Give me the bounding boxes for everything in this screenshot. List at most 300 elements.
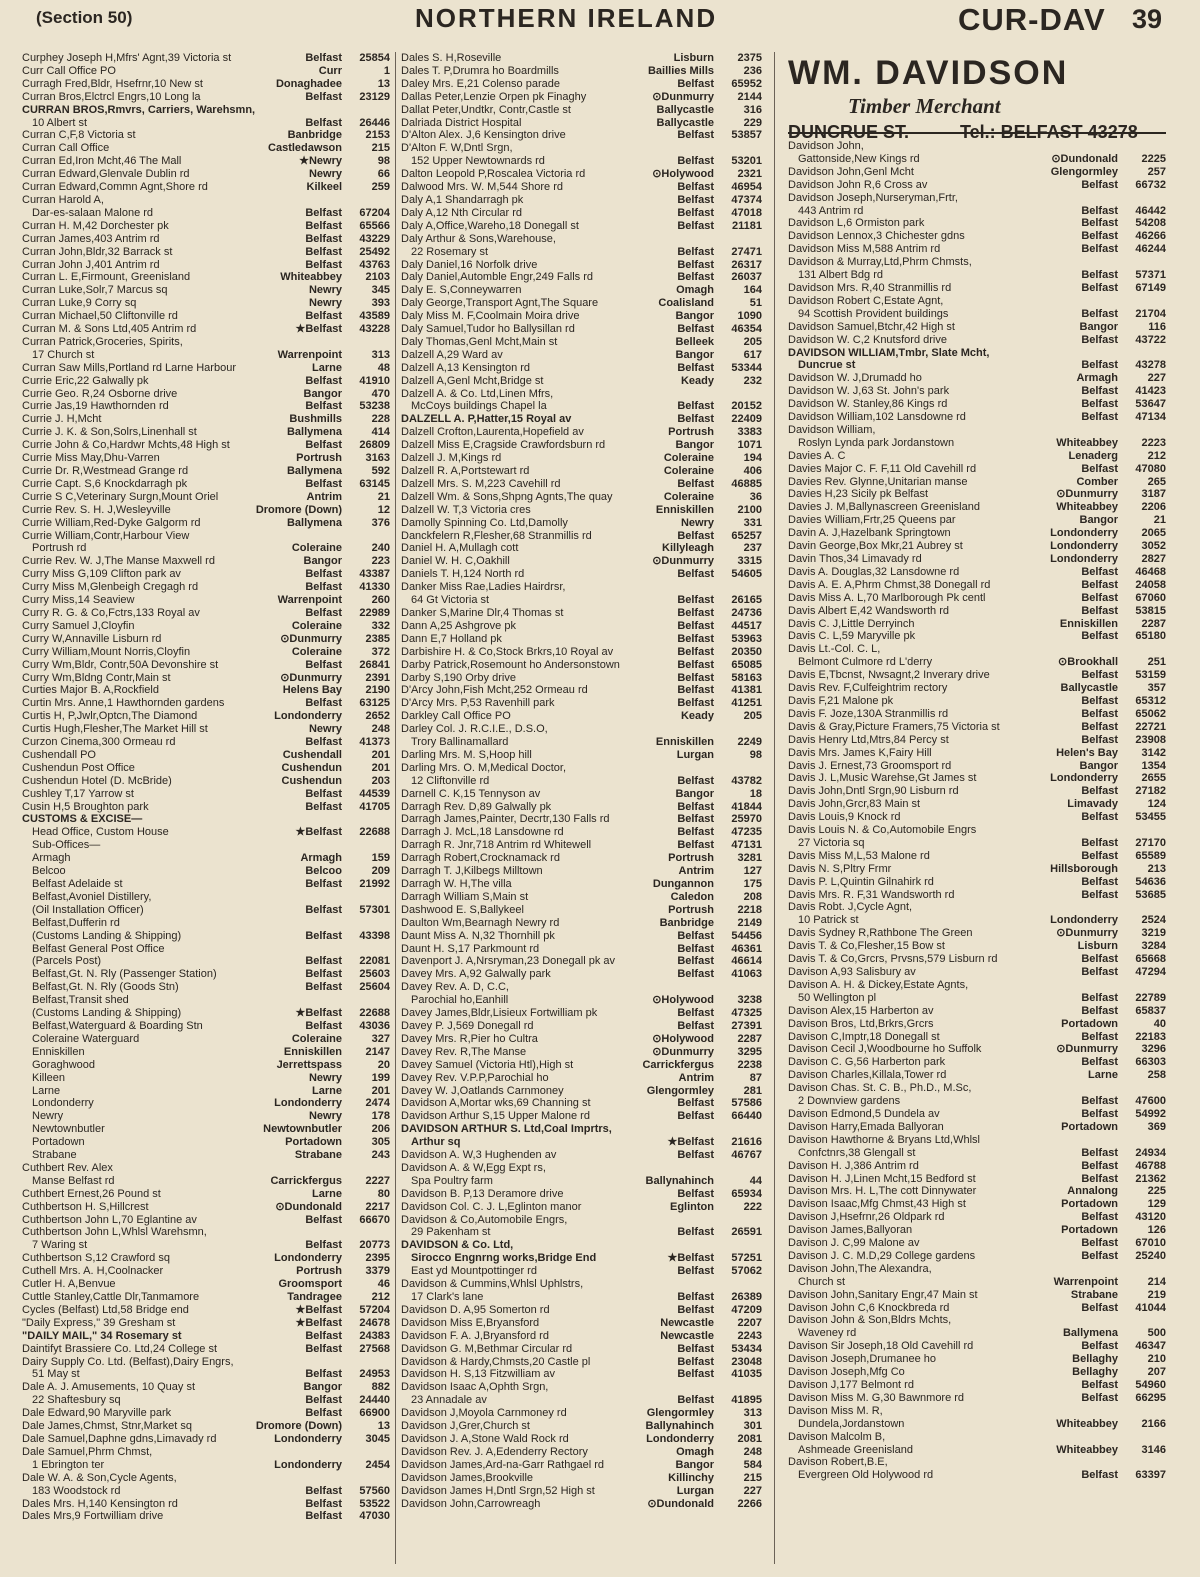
entry-town: Carrickfergus (642, 1058, 714, 1071)
entry-name: D'Arcy Mrs. P,53 Ravenhill park (401, 697, 555, 710)
entry-town: Belfast (305, 206, 342, 219)
directory-entry (788, 514, 1166, 527)
directory-entry (22, 1226, 390, 1239)
entry-phone: 18 (749, 787, 762, 800)
entry-name: Darkley Call Office PO (401, 710, 511, 723)
entry-name: Belfast Adelaide st (32, 878, 123, 890)
entry-town: Belfast (305, 1213, 342, 1226)
entry-name: "DAILY MAIL," 34 Rosemary st (22, 1329, 182, 1342)
directory-entry (401, 1059, 762, 1072)
entry-name: Curran John,Bldr,32 Barrack st (22, 245, 173, 258)
entry-town: Keady (680, 374, 714, 387)
entry-phone: 159 (371, 852, 390, 865)
directory-entry (788, 153, 1166, 166)
directory-entry (401, 52, 762, 65)
entry-town: Ballynahinch (645, 1174, 714, 1187)
entry-phone: 3142 (1141, 746, 1166, 759)
entry-town: Belfast (305, 903, 342, 916)
directory-entry (22, 233, 390, 246)
entry-town: Belfast (1081, 1107, 1118, 1120)
entry-name: Cuthbertson John L,70 Eglantine av (22, 1213, 197, 1226)
directory-entry (401, 1162, 762, 1175)
entry-town: Kilkeel (306, 181, 342, 194)
entry-phone: 43763 (359, 258, 390, 271)
directory-entry (401, 762, 762, 775)
directory-entry (401, 1201, 762, 1214)
entry-phone: 1354 (1141, 759, 1166, 772)
entry-phone: 223 (371, 555, 390, 568)
directory-entry (788, 1224, 1166, 1237)
entry-name: Davidson W. Stanley,86 Kings rd (788, 398, 948, 411)
entry-name: Davidson & Hardy,Chmsts,20 Castle pl (401, 1355, 591, 1368)
entry-name: Dalzell Mrs. S. M,223 Cavehill rd (401, 477, 561, 490)
entry-phone: 1090 (737, 310, 762, 323)
directory-entry (788, 889, 1166, 902)
entry-name: Danker Miss Rae,Ladies Hairdrsr, (401, 581, 566, 594)
entry-phone: 13 (377, 1420, 390, 1433)
directory-entry (788, 721, 1166, 734)
entry-phone: 2065 (1141, 527, 1166, 540)
entry-town: Coalisland (658, 297, 714, 310)
entry-phone: 53685 (1135, 888, 1166, 901)
entry-name: Dann E,7 Holland pk (401, 632, 502, 645)
directory-entry (22, 955, 390, 968)
directory-entry (788, 1147, 1166, 1160)
directory-entry (788, 1134, 1166, 1147)
directory-entry (22, 1407, 390, 1420)
entry-phone: 47600 (1135, 1095, 1166, 1108)
entry-phone: 53238 (359, 400, 390, 413)
entry-name: Davey James,Bldr,Lisieux Fortwilliam pk (401, 1007, 598, 1020)
entry-name: 27 Victoria sq (798, 836, 865, 849)
entry-name: 131 Albert Bdg rd (798, 269, 884, 282)
entry-town: Belfast (1081, 1056, 1118, 1069)
entry-name: Cushendall PO (22, 748, 96, 761)
entry-phone: 3284 (1141, 940, 1166, 953)
directory-entry (788, 824, 1166, 837)
entry-phone: 46244 (1135, 243, 1166, 256)
entry-phone: 265 (1147, 475, 1166, 488)
entry-name: Dalzell A,13 Kensington rd (401, 361, 531, 374)
entry-town: Ballymena (1062, 1327, 1118, 1340)
entry-name: 7 Waring st (32, 1239, 88, 1252)
directory-entry (401, 117, 762, 130)
entry-town: Londonderry (274, 1252, 342, 1265)
directory-entry (788, 463, 1166, 476)
entry-town: Belfast (677, 1019, 714, 1032)
entry-name: 17 Church st (32, 348, 95, 361)
entry-phone: 116 (1148, 320, 1166, 333)
entry-phone: 58163 (731, 671, 762, 684)
entry-name: Davison Hawthorne & Bryans Ltd,Whlsl (788, 1133, 980, 1146)
entry-town: ⊙Dunmurry (1056, 488, 1118, 501)
directory-entry (22, 1175, 390, 1188)
entry-phone: 57586 (731, 1097, 762, 1110)
directory-entry (22, 1394, 390, 1407)
entry-town: Whiteabbey (280, 271, 342, 284)
entry-name: Davidson Col. C. J. L,Eglinton manor (401, 1200, 582, 1213)
entry-phone: 257 (1147, 165, 1166, 178)
directory-entry (401, 530, 762, 543)
entry-phone: 2217 (365, 1200, 390, 1213)
entry-town: Belfast (677, 839, 714, 852)
entry-phone: 65062 (1135, 707, 1166, 720)
entry-town: Hillsborough (1050, 862, 1118, 875)
directory-entry (788, 630, 1166, 643)
entry-name: Daly Arthur & Sons,Warehouse, (401, 232, 556, 245)
directory-entry (401, 194, 762, 207)
entry-town: Belfast (1081, 217, 1118, 230)
entry-name: Cuthbertson John L,Whlsl Warehsmn, (22, 1226, 207, 1239)
directory-entry (788, 1405, 1166, 1418)
entry-name: Davey Mrs. A,92 Galwally park (401, 968, 551, 981)
entry-town: Belfast (305, 477, 342, 490)
directory-entry (401, 568, 762, 581)
entry-town: Belfast (1081, 720, 1118, 733)
directory-entry (401, 439, 762, 452)
entry-name: Darragh T. J,Kilbegs Milltown (401, 865, 543, 878)
entry-phone: 2238 (737, 1058, 762, 1071)
directory-entry (401, 310, 762, 323)
entry-name: Davis J. Ernest,73 Groomsport rd (788, 759, 952, 772)
entry-phone: 43229 (359, 232, 390, 245)
entry-phone: 41035 (731, 1368, 762, 1381)
entry-name: Currie Rev. W. J,The Manse Maxwell rd (22, 555, 215, 568)
entry-phone: 47080 (1135, 462, 1166, 475)
entry-town: Bangor (675, 348, 714, 361)
directory-entry (401, 91, 762, 104)
entry-name: Davison H. J,386 Antrim rd (788, 1159, 919, 1172)
entry-phone: 260 (371, 594, 390, 607)
directory-entry (22, 259, 390, 272)
entry-name: Currie S C,Veterinary Surgn,Mount Oriel (22, 490, 219, 503)
entry-town: Belfast (1081, 1301, 1118, 1314)
directory-entry (22, 349, 390, 362)
entry-town: Belfast (677, 529, 714, 542)
advert-telephone: Tel.: BELFAST 43278 (960, 122, 1138, 142)
directory-entry (788, 1031, 1166, 1044)
entry-phone: 21362 (1135, 1172, 1166, 1185)
entry-town: Belfast (1081, 359, 1118, 372)
directory-entry (788, 876, 1166, 889)
directory-entry (788, 476, 1166, 489)
entry-phone: 43589 (359, 310, 390, 323)
entry-name: Davis E,Tbcnst, Nwsagnt,2 Inverary drive (788, 669, 990, 682)
entry-name: Curry W,Annaville Lisburn rd (22, 632, 162, 645)
entry-town: Belfast (1081, 836, 1118, 849)
entry-phone: 22721 (1135, 720, 1166, 733)
entry-town: ⊙Dunmurry (652, 555, 714, 568)
directory-entry (401, 168, 762, 181)
entry-name: Curry Miss M,Glenbeigh Cregagh rd (22, 581, 199, 594)
directory-entry (401, 994, 762, 1007)
entry-name: Davis John,Grcr,83 Main st (788, 798, 921, 811)
entry-name: Davenport J. A,Nrsryman,23 Donegall pk av (401, 955, 615, 968)
entry-name: Davies J. M,Ballynascreen Greenisland (788, 501, 980, 514)
directory-entry (401, 1046, 762, 1059)
entry-name: Dalton Leopold P,Roscalea Victoria rd (401, 168, 586, 181)
entry-town: ★Belfast (295, 826, 342, 839)
entry-phone: 882 (371, 1381, 390, 1394)
entry-phone: 48 (377, 361, 390, 374)
entry-phone: 237 (743, 542, 762, 555)
entry-phone: 21 (377, 490, 390, 503)
directory-entry (22, 181, 390, 194)
entry-phone: 46885 (731, 477, 762, 490)
directory-entry (788, 708, 1166, 721)
directory-entry (401, 891, 762, 904)
entry-name: Cuthbertson H. S,Hillcrest (22, 1200, 149, 1213)
directory-entry (401, 581, 762, 594)
entry-name: Davis Louis,9 Knock rd (788, 811, 901, 824)
entry-town: Londonderry (274, 1432, 342, 1445)
directory-entry (22, 491, 390, 504)
entry-name: Daly Samuel,Tudor ho Ballysillan rd (401, 323, 575, 336)
entry-phone: 25604 (359, 981, 390, 994)
entry-town: Belfast (1081, 1004, 1118, 1017)
directory-entry (401, 181, 762, 194)
directory-entry (401, 220, 762, 233)
entry-name: Belmont Culmore rd L'derry (798, 656, 933, 669)
entry-phone: 2385 (365, 632, 390, 645)
entry-phone: 214 (1147, 1275, 1166, 1288)
directory-entry (788, 927, 1166, 940)
directory-entry (22, 1433, 390, 1446)
directory-entry (401, 697, 762, 710)
entry-name: Davison J. C. M.D,29 College gardens (788, 1249, 976, 1262)
directory-entry (22, 749, 390, 762)
entry-name: 64 Gt Victoria st (411, 594, 490, 607)
entry-town: Belfast (305, 258, 342, 271)
entry-town: Belcoo (305, 865, 342, 878)
entry-name: Darby Patrick,Rosemount ho Andersonstown (401, 658, 620, 671)
entry-name: Davison Joseph,Drumanee ho (788, 1353, 936, 1366)
entry-name: Davison Edmond,5 Dundela av (788, 1107, 940, 1120)
directory-entry (22, 439, 390, 452)
entry-name: Currie Capt. S,6 Knockdarragh pk (22, 477, 188, 490)
entry-phone: 67060 (1135, 591, 1166, 604)
entry-phone: 21616 (731, 1136, 762, 1149)
entry-name: Dale A. J. Amusements, 10 Quay st (22, 1381, 196, 1394)
directory-entry (401, 646, 762, 659)
entry-town: Belfast (1081, 1095, 1118, 1108)
entry-town: Belfast (677, 181, 714, 194)
entry-town: Belfast (677, 245, 714, 258)
directory-entry (788, 256, 1166, 269)
entry-name: Davidson H. S,13 Fitzwilliam av (401, 1368, 556, 1381)
entry-name: Davison Joseph,Mfg Co (788, 1366, 905, 1379)
entry-town: ⊙Dundonald (1051, 152, 1118, 165)
entry-name: Davis Miss A. L,70 Marlborough Pk centl (788, 591, 986, 604)
entry-name: Davidson Mrs. R,40 Stranmillis rd (788, 281, 952, 294)
entry-phone: 20350 (731, 645, 762, 658)
directory-entry (22, 542, 390, 555)
directory-entry (401, 142, 762, 155)
entry-phone: 66295 (1135, 1391, 1166, 1404)
entry-phone: 66732 (1135, 178, 1166, 191)
entry-phone: 65566 (359, 219, 390, 232)
entry-name: Enniskillen (32, 1045, 85, 1058)
entry-phone: 44517 (731, 619, 762, 632)
entry-name: Davidson & Murray,Ltd,Phrm Chmsts, (788, 256, 972, 269)
directory-entry (401, 1175, 762, 1188)
entry-phone: 21181 (732, 219, 762, 232)
directory-entry (22, 865, 390, 878)
directory-entry (788, 1121, 1166, 1134)
entry-name: Daunt Miss A. N,32 Thornhill pk (401, 929, 555, 942)
entry-town: ⊙Dunmurry (652, 1045, 714, 1058)
directory-entry (788, 992, 1166, 1005)
entry-name: Dale Edward,90 Maryville park (22, 1407, 172, 1420)
entry-name: Davis John,Dntl Srgn,90 Lisburn rd (788, 785, 959, 798)
entry-town: Belfast (677, 929, 714, 942)
directory-entry (401, 826, 762, 839)
entry-town: Belfast (677, 632, 714, 645)
entry-phone: 2144 (737, 90, 762, 103)
directory-entry (401, 1381, 762, 1394)
entry-town: Warrenpoint (277, 594, 342, 607)
entry-town: Belfast (677, 155, 714, 168)
directory-entry (22, 568, 390, 581)
directory-entry (788, 1185, 1166, 1198)
directory-entry (788, 1056, 1166, 1069)
entry-town: Belfast (1081, 281, 1118, 294)
entry-phone: 46767 (731, 1149, 762, 1162)
entry-town: Belfast (1081, 1172, 1118, 1185)
directory-entry (788, 308, 1166, 321)
entry-town: Curr (318, 64, 342, 77)
entry-name: DAVIDSON WILLIAM,Tmbr, Slate Mcht, (788, 346, 990, 359)
directory-entry (788, 1173, 1166, 1186)
entry-town: Belfast (1081, 966, 1118, 978)
entry-town: Belfast (677, 1149, 714, 1162)
directory-entry (22, 155, 390, 168)
entry-phone: 22409 (731, 413, 762, 426)
entry-phone: 65257 (731, 529, 762, 542)
entry-name: Davidson W. C,2 Knutsford drive (788, 333, 947, 346)
entry-town: Belfast (305, 787, 342, 800)
entry-town: Newcastle (660, 1329, 714, 1342)
entry-phone: 44539 (359, 787, 390, 800)
entry-phone: 3296 (1141, 1043, 1166, 1056)
entry-name: Davey Rev. V.P.P,Parochial ho (401, 1071, 549, 1084)
entry-phone: 178 (371, 1110, 390, 1123)
entry-name: Darragh William S,Main st (401, 890, 529, 903)
entry-phone: 248 (743, 1445, 762, 1458)
entry-phone: 65312 (1135, 694, 1166, 707)
entry-town: Belfast (305, 1407, 342, 1420)
entry-phone: 98 (377, 155, 390, 168)
directory-entry (22, 917, 390, 930)
directory-entry (788, 863, 1166, 876)
entry-phone: 54208 (1135, 217, 1166, 230)
directory-entry (788, 1160, 1166, 1173)
entry-name: Manse Belfast rd (32, 1174, 115, 1187)
entry-town: Portrush (668, 852, 714, 865)
entry-phone: 66900 (359, 1407, 390, 1420)
entry-phone: 41423 (1135, 385, 1166, 398)
entry-town: Portrush (296, 1265, 342, 1278)
entry-phone: 376 (371, 516, 390, 529)
directory-entry (788, 1198, 1166, 1211)
entry-phone: 205 (743, 335, 762, 348)
directory-entry (401, 1459, 762, 1472)
entry-name: Curran John J,401 Antrim rd (22, 258, 160, 271)
directory-entry (788, 527, 1166, 540)
entry-phone: 316 (743, 103, 762, 116)
entry-town: Limavady (1067, 798, 1118, 811)
entry-phone: 54636 (1135, 875, 1166, 888)
entry-name: 50 Wellington pl (798, 991, 877, 1004)
entry-name: Dallas Peter,Lenzie Orpen pk Finaghy (401, 90, 587, 103)
directory-entry (401, 426, 762, 439)
directory-entry (401, 1446, 762, 1459)
entry-name: Belfast,Dufferin rd (32, 916, 120, 929)
entry-name: 94 Scottish Provident buildings (798, 307, 949, 320)
entry-phone: 24383 (359, 1329, 390, 1342)
entry-phone: 2243 (737, 1329, 762, 1342)
entry-name: Davis N. S,Pltry Frmr (788, 862, 892, 875)
entry-town: Belfast (305, 400, 342, 413)
entry-name: Ashmeade Greenisland (798, 1443, 913, 1456)
entry-phone: 66 (377, 168, 390, 181)
directory-entry (788, 488, 1166, 501)
directory-entry (22, 1136, 390, 1149)
directory-entry (401, 1033, 762, 1046)
entry-name: Daly E. S,Conneywarren (401, 284, 522, 297)
entry-phone: 12 (377, 503, 390, 516)
entry-name: Darragh James,Painter, Decrtr,130 Falls rd (401, 813, 610, 826)
entry-phone: 87 (749, 1071, 762, 1084)
entry-name: Daly Thomas,Genl Mcht,Main st (401, 335, 558, 348)
entry-phone: 203 (371, 774, 390, 787)
entry-town: Belfast (1081, 398, 1118, 411)
directory-entry (401, 491, 762, 504)
entry-name: Sub-Offices— (32, 839, 101, 852)
entry-name: (Oil Installation Officer) (32, 903, 144, 916)
directory-entry (788, 1392, 1166, 1405)
directory-entry (788, 1456, 1166, 1469)
directory-entry (401, 1097, 762, 1110)
entry-town: Belfast (1081, 1030, 1118, 1043)
entry-name: Davey P. J,569 Donegall rd (401, 1019, 534, 1032)
entry-name: Larne (32, 1084, 61, 1097)
directory-entry (22, 1498, 390, 1511)
entry-name: Spa Poultry farm (411, 1174, 493, 1187)
entry-town: Baillies Mills (647, 64, 714, 77)
entry-town: Ballycastle (656, 103, 714, 116)
entry-phone: 219 (1147, 1288, 1166, 1301)
entry-phone: 65085 (731, 658, 762, 671)
entry-name: Curran H. M,42 Dorchester pk (22, 219, 169, 232)
entry-town: Ballynahinch (645, 1420, 714, 1433)
directory-entry (401, 672, 762, 685)
entry-name: Daintifyt Brassiere Co. Ltd,24 College st (22, 1342, 218, 1355)
entry-phone: 57204 (359, 1303, 390, 1316)
entry-name: Dalzell Miss E,Cragside Crawfordsburn rd (401, 439, 606, 452)
entry-phone: 3219 (1141, 927, 1166, 940)
entry-town: Portadown (1061, 1224, 1118, 1237)
entry-name: Davis Mrs. R. F,31 Wandsworth rd (788, 888, 955, 901)
entry-town: Coleraine (291, 619, 342, 632)
entry-town: Belfast (677, 968, 714, 981)
advert-name: WM. DAVIDSON (788, 54, 1069, 92)
directory-entry (788, 540, 1166, 553)
entry-town: Larne (312, 1084, 342, 1097)
entry-town: Belfast (677, 568, 714, 581)
directory-entry (401, 723, 762, 736)
entry-name: Davis & Gray,Picture Framers,75 Victoria st (788, 720, 1000, 733)
